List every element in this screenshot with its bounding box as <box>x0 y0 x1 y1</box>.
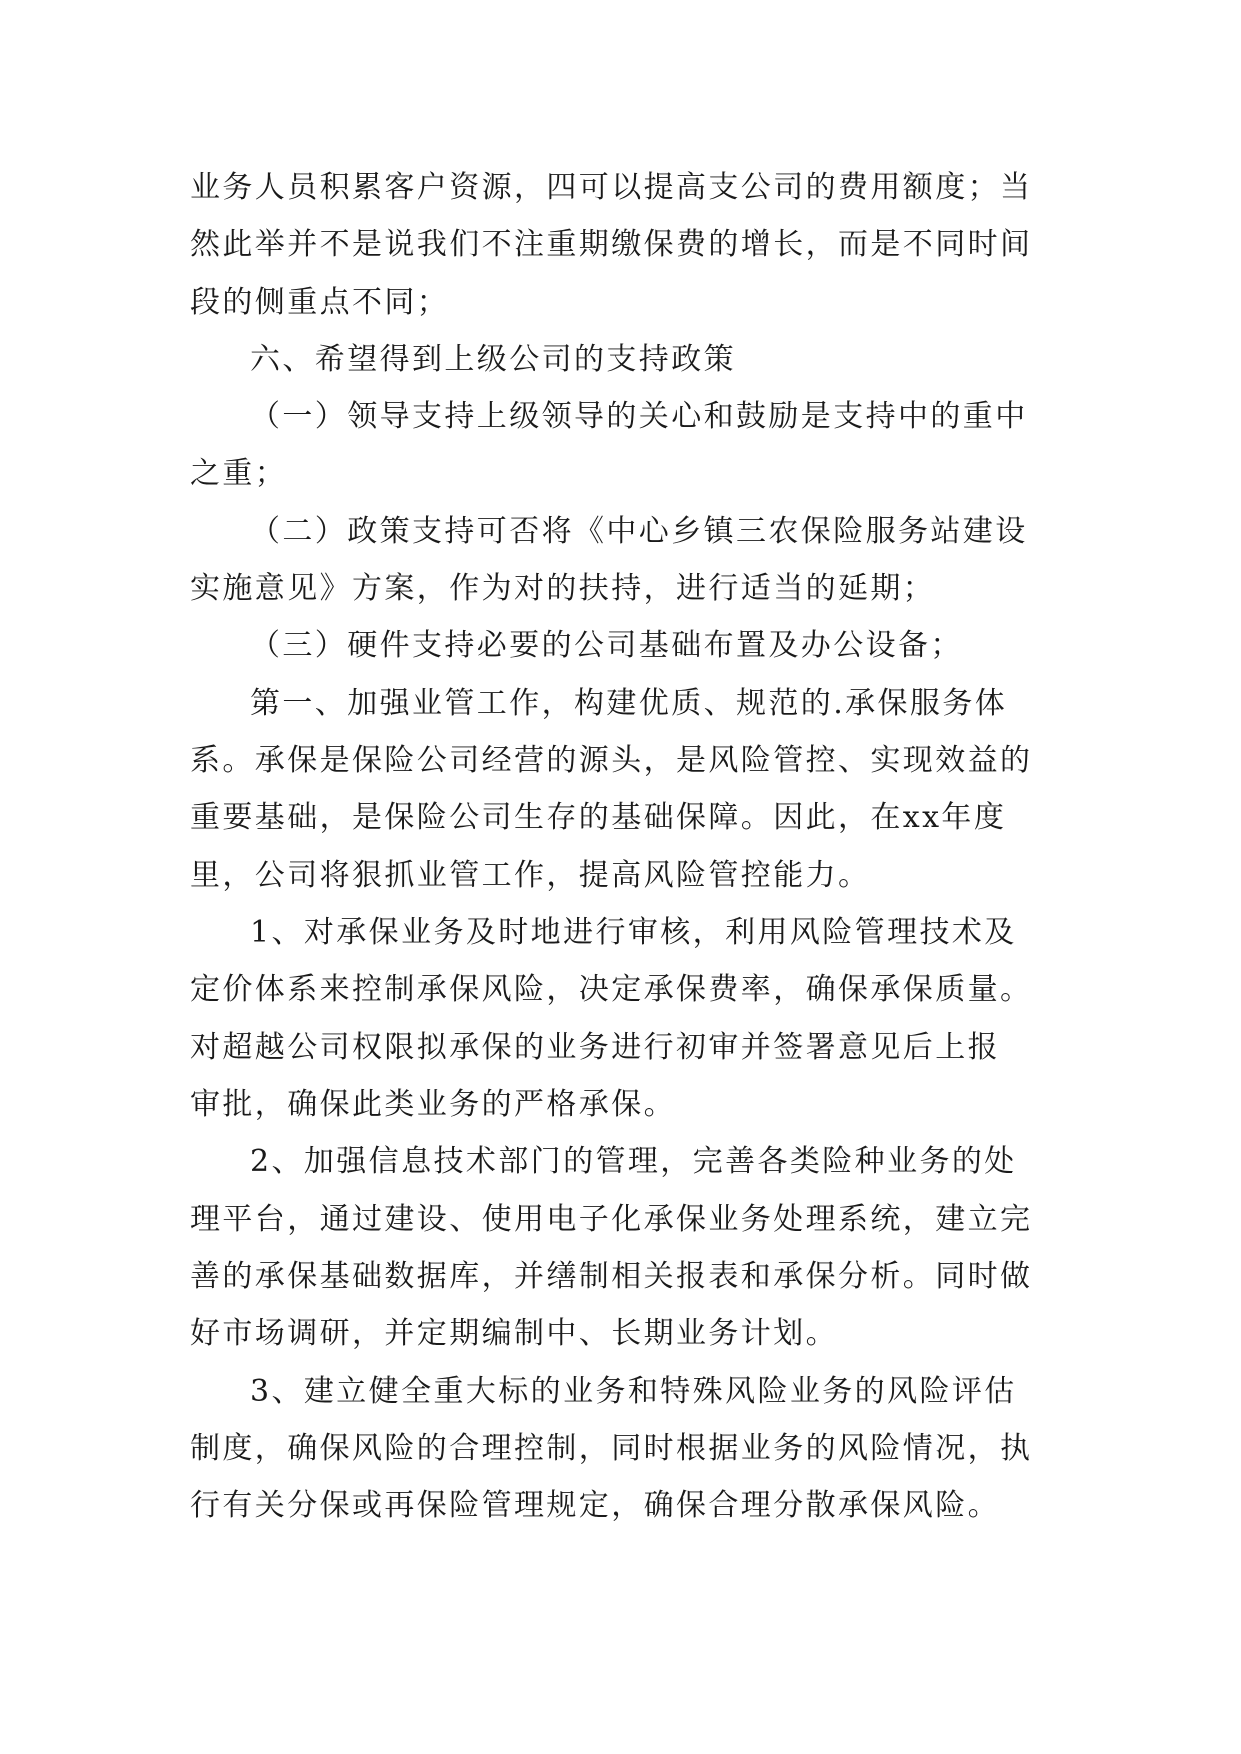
text-line: 定价体系来控制承保风险，决定承保费率，确保承保质量。 <box>190 972 1033 1007</box>
text-line: 1、对承保业务及时地进行审核，利用风险管理技术及 <box>250 915 1017 950</box>
text-line: （二）政策支持可否将《中心乡镇三农保险服务站建设 <box>250 514 1028 549</box>
text-line: 实施意见》方案，作为对的扶持，进行适当的延期； <box>190 571 936 606</box>
text-line: 制度，确保风险的合理控制，同时根据业务的风险情况，执 <box>190 1431 1033 1466</box>
text-line: 第一、加强业管工作，构建优质、规范的.承保服务体 <box>250 686 1008 721</box>
text-line: （一）领导支持上级领导的关心和鼓励是支持中的重中 <box>250 399 1028 434</box>
text-line: 善的承保基础数据库，并缮制相关报表和承保分析。同时做 <box>190 1259 1033 1294</box>
text-line: 系。承保是保险公司经营的源头，是风险管控、实现效益的 <box>190 743 1033 778</box>
text-line: 里，公司将狠抓业管工作，提高风险管控能力。 <box>190 858 871 893</box>
text-line: 2、加强信息技术部门的管理，完善各类险种业务的处 <box>250 1144 1017 1179</box>
section-heading: 六、希望得到上级公司的支持政策 <box>250 342 736 377</box>
text-line: （三）硬件支持必要的公司基础布置及办公设备； <box>250 628 963 663</box>
text-line: 段的侧重点不同； <box>190 285 450 320</box>
text-line: 业务人员积累客户资源，四可以提高支公司的费用额度；当 <box>190 170 1033 205</box>
text-line: 行有关分保或再保险管理规定，确保合理分散承保风险。 <box>190 1488 1000 1523</box>
text-line: 之重； <box>190 456 288 491</box>
text-line: 好市场调研，并定期编制中、长期业务计划。 <box>190 1316 838 1351</box>
text-line: 3、建立健全重大标的业务和特殊风险业务的风险评估 <box>250 1374 1017 1409</box>
text-line: 对超越公司权限拟承保的业务进行初审并签署意见后上报 <box>190 1030 1000 1065</box>
text-line: 重要基础，是保险公司生存的基础保障。因此，在xx年度 <box>190 800 1007 835</box>
text-line: 然此举并不是说我们不注重期缴保费的增长，而是不同时间 <box>190 227 1033 262</box>
text-line: 理平台，通过建设、使用电子化承保业务处理系统，建立完 <box>190 1202 1033 1237</box>
text-line: 审批，确保此类业务的严格承保。 <box>190 1087 676 1122</box>
